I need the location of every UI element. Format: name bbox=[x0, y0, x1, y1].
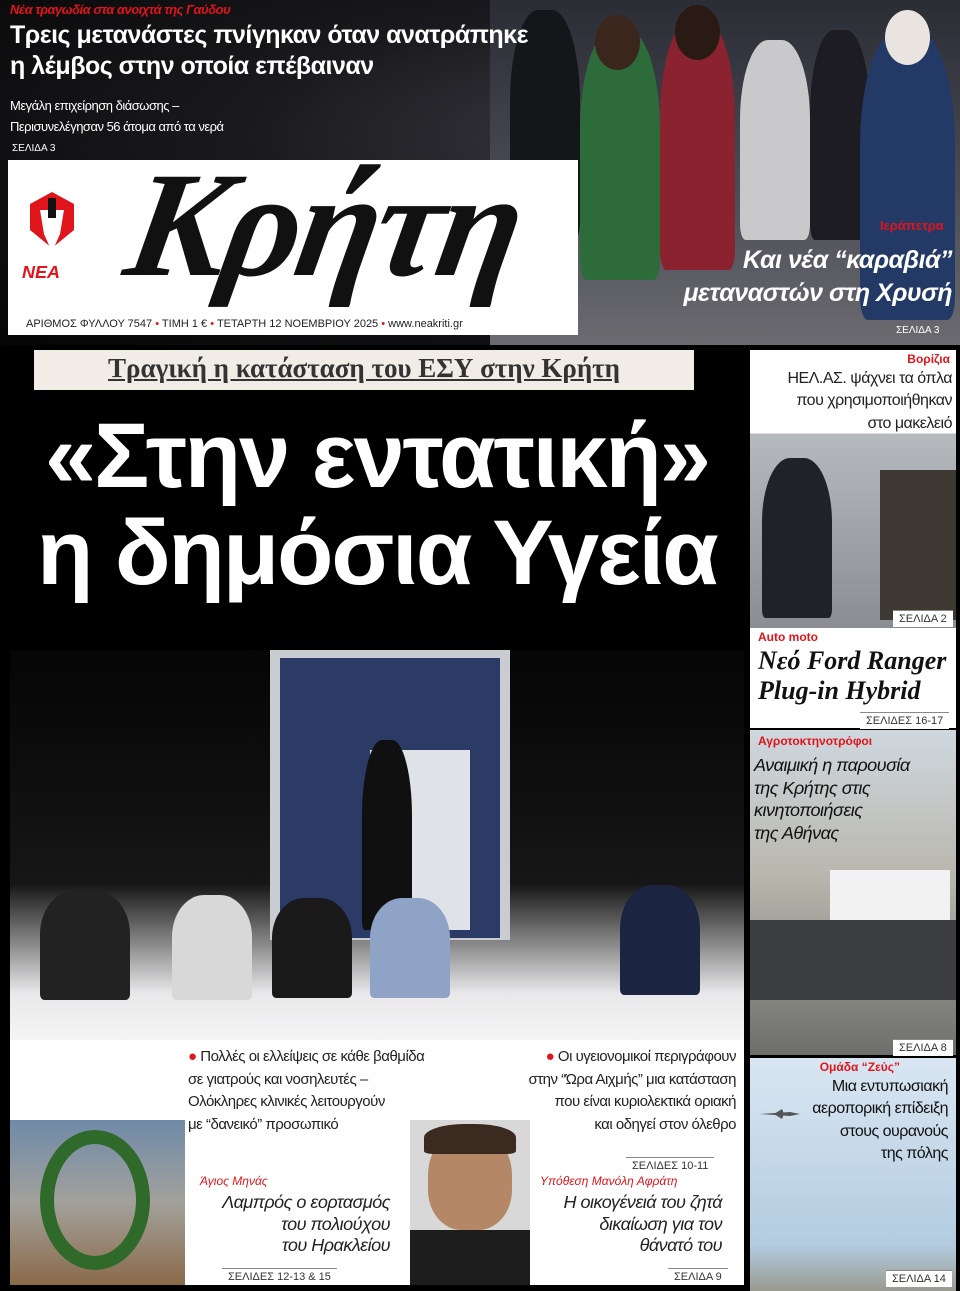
top-subheading bbox=[10, 96, 224, 138]
agios-minas-title-line-1: Λαμπρός ο εορτασμός bbox=[222, 1192, 390, 1212]
bullet-right-line-2: στην “Ώρα Αιχμής” μια κατάσταση bbox=[528, 1070, 736, 1088]
bullet-right-line-1: Οι υγειονομικοί περιγράφουν bbox=[557, 1048, 736, 1065]
top-headline bbox=[10, 20, 528, 83]
bullet-left: ● Πολλές οι ελλείψεις σε κάθε βαθμίδα σε γιατρούς και νοσηλευτές – Ολόκληρες κλινικές λειτουργούν με “δανεικό” προσωπικό bbox=[188, 1046, 424, 1136]
top-headline-line-1: Τρεις μετανάστες πνίγηκαν όταν ανατράπηκε bbox=[10, 21, 528, 49]
zeus-page-ref: ΣΕΛΙΔΑ 14 bbox=[886, 1270, 952, 1287]
agro-title-line-1: Αναιμική η παρουσία bbox=[754, 755, 910, 775]
agro-kicker: Αγροτοκτηνοτρόφοι bbox=[758, 734, 873, 748]
wreath-photo bbox=[10, 1120, 185, 1285]
bullet-left-line-1: Πολλές οι ελλείψεις σε κάθε βαθμίδα bbox=[200, 1048, 425, 1065]
price: ΤΙΜΗ 1 € bbox=[161, 318, 208, 330]
logo-text: Κρήτη bbox=[115, 142, 534, 308]
agios-minas-title-line-2: του πολιούχου bbox=[281, 1213, 390, 1234]
bullet-left-line-4: με “δανεικό” προσωπικό bbox=[188, 1115, 339, 1133]
afrati-title-line-2: δικαίωση για τον bbox=[599, 1213, 722, 1234]
website-link[interactable]: www.neakriti.gr bbox=[388, 318, 463, 330]
top-sub-line-2: Περισυνελέγησαν 56 άτομα από τα νερά bbox=[10, 118, 224, 134]
vorizia-title-line-2: που χρησιμοποιήθηκαν bbox=[796, 392, 952, 410]
zeus-title bbox=[750, 1076, 948, 1166]
studio-photo bbox=[10, 650, 744, 1040]
top-headline-line-2: η λέμβος στην οποία επέβαιναν bbox=[10, 52, 374, 81]
bullet-right-line-4: και οδηγεί στον όλεθρο bbox=[594, 1115, 736, 1133]
auto-title-line-1: Νεό Ford Ranger bbox=[758, 646, 947, 675]
agro-title bbox=[754, 754, 910, 844]
afrati-title bbox=[530, 1192, 722, 1257]
agro-title-line-4: της Αθήνας bbox=[754, 822, 839, 843]
vorizia-title-line-3: στο μακελειό bbox=[867, 414, 952, 432]
agios-minas-page-ref: ΣΕΛΙΔΕΣ 12-13 & 15 bbox=[222, 1268, 337, 1285]
afrati-title-line-3: θάνατό του bbox=[639, 1235, 722, 1256]
main-headline-line-1: «Στην εντατική» bbox=[45, 405, 709, 507]
zeus-title-line-1: Μια εντυπωσιακή bbox=[831, 1078, 948, 1095]
afrati-kicker: Υπόθεση Μανόλη Αφράτη bbox=[540, 1174, 678, 1188]
bullet-right-line-3: που είναι κυριολεκτικά οριακή bbox=[554, 1093, 736, 1110]
auto-title bbox=[758, 646, 946, 706]
zeus-title-line-3: στους ουρανούς bbox=[839, 1122, 948, 1140]
agios-minas-kicker: Άγιος Μηνάς bbox=[200, 1174, 268, 1188]
auto-title-line-2: Plug-in Hybrid bbox=[758, 675, 921, 705]
logo-small-text: ΝΕΑ bbox=[22, 262, 61, 282]
agro-title-line-3: κινητοποιήσεις bbox=[754, 800, 863, 820]
main-overline: Τραγική η κατάσταση του ΕΣΥ στην Κρήτη bbox=[108, 353, 620, 383]
vorizia-title bbox=[750, 368, 952, 435]
issue-number: ΑΡΙΘΜΟΣ ΦΥΛΛΟΥ 7547 bbox=[26, 318, 153, 330]
issue-date: ΤΕΤΑΡΤΗ 12 ΝΟΕΜΒΡΙΟΥ 2025 bbox=[216, 318, 379, 330]
vorizia-page-ref: ΣΕΛΙΔΑ 2 bbox=[893, 610, 953, 627]
main-headline bbox=[10, 405, 744, 604]
ierapetra-title bbox=[600, 244, 952, 309]
vorizia-title-line-1: ΗΕΛ.ΑΣ. ψάχνει τα όπλα bbox=[787, 370, 952, 387]
bullet-right: ● Οι υγειονομικοί περιγράφουν στην “Ώρα Αιχμής” μια κατάσταση που είναι κυριολεκτικά οριακή και οδηγεί στον όλεθρο bbox=[470, 1046, 736, 1136]
main-headline-line-2: η δημόσια Υγεία bbox=[37, 501, 717, 604]
logo-emblem-icon bbox=[22, 190, 82, 260]
masthead-info-line: ΑΡΙΘΜΟΣ ΦΥΛΛΟΥ 7547 • ΤΙΜΗ 1 € • ΤΕΤΑΡΤΗ 12 ΝΟΕΜΒΡΙΟΥ 2025 • www.neakriti.gr bbox=[26, 318, 463, 330]
zeus-title-line-4: της πόλης bbox=[880, 1145, 948, 1163]
auto-kicker: Auto moto bbox=[758, 630, 818, 644]
vorizia-kicker: Βορίζια bbox=[907, 352, 950, 366]
zeus-kicker: Ομάδα “Ζεύς” bbox=[819, 1060, 900, 1074]
afrati-page-ref: ΣΕΛΙΔΑ 9 bbox=[668, 1268, 728, 1285]
zeus-title-line-2: αεροπορική επίδειξη bbox=[812, 1100, 948, 1118]
top-kicker: Νέα τραγωδία στα ανοιχτά της Γαύδου bbox=[10, 2, 231, 17]
ierapetra-page-ref: ΣΕΛΙΔΑ 3 bbox=[896, 325, 940, 336]
top-page-ref: ΣΕΛΙΔΑ 3 bbox=[12, 143, 56, 154]
auto-page-ref: ΣΕΛΙΔΕΣ 16-17 bbox=[860, 712, 949, 729]
top-sub-line-1: Μεγάλη επιχείρηση διάσωσης – bbox=[10, 98, 179, 113]
bullet-left-line-2: σε γιατρούς και νοσηλευτές – bbox=[188, 1070, 368, 1088]
afrati-title-line-1: Η οικογένειά του ζητά bbox=[563, 1192, 722, 1212]
main-page-ref: ΣΕΛΙΔΕΣ 10-11 bbox=[626, 1157, 714, 1174]
ierapetra-title-line-2: μεταναστών στη Χρυσή bbox=[683, 278, 952, 307]
agro-title-line-2: της Κρήτης στις bbox=[754, 777, 871, 798]
agios-minas-title bbox=[200, 1192, 390, 1257]
bullet-left-line-3: Ολόκληρες κλινικές λειτουργούν bbox=[188, 1093, 385, 1110]
agro-page-ref: ΣΕΛΙΔΑ 8 bbox=[893, 1039, 953, 1056]
ierapetra-title-line-1: Και νέα “καραβιά” bbox=[742, 246, 952, 274]
agios-minas-title-line-3: του Ηρακλείου bbox=[281, 1235, 390, 1256]
ierapetra-kicker: Ιεράπετρα bbox=[880, 218, 944, 233]
portrait-photo bbox=[410, 1120, 530, 1285]
